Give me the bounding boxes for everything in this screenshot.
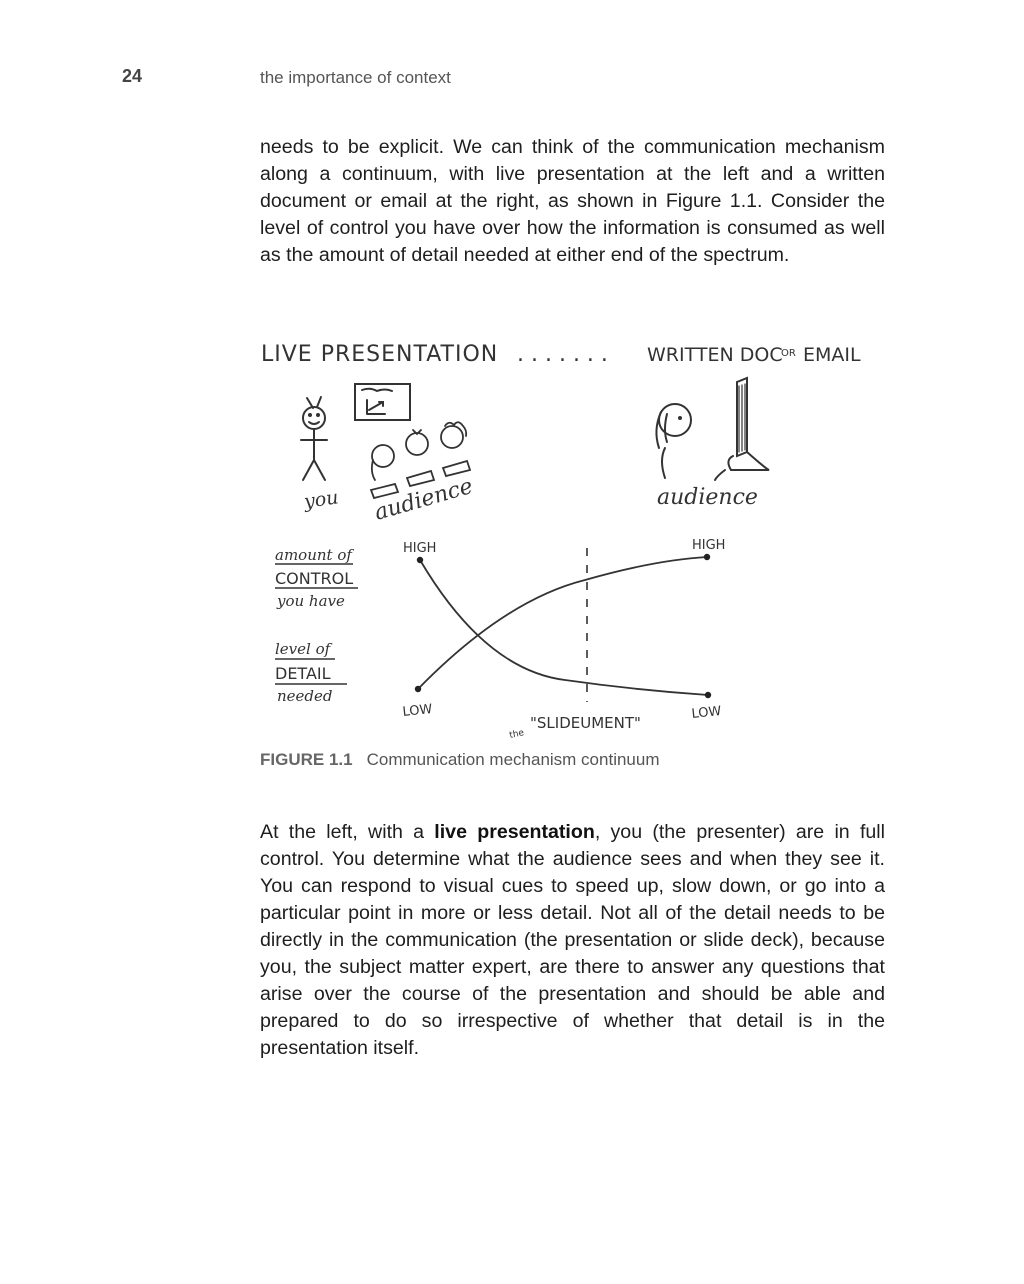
paragraph-2-body: , you (the presenter) are in full control. You determine what the audience sees and when they see it. You can respond to visual cues to speed up, slow down, or go into a particular point in more or less detail. Not all of the detail needs to be directly in the communication (the presentation or slide deck), because you, the subject matter expert, are there to answer any questions that arise over the course of the presentation and should be able and prepared to do so irrespective of whether that detail is in the presentation itself. — [260, 821, 885, 1059]
low-right-label: LOW — [690, 703, 723, 722]
written-doc-label: WRITTEN DOC — [647, 344, 783, 366]
legend-detail-line-1: level of — [275, 640, 331, 658]
running-head: the importance of context — [260, 68, 451, 87]
low-left-label: LOW — [401, 701, 434, 720]
page-number: 24 — [122, 66, 143, 86]
detail-low-point — [415, 686, 421, 692]
high-right-label: HIGH — [692, 538, 726, 553]
legend-control-line-1: amount of — [275, 546, 352, 564]
presenter-figure — [301, 397, 327, 480]
continuum-chart — [402, 538, 726, 741]
detail-curve — [418, 557, 707, 689]
paragraph-2-intro: At the left, with a — [260, 821, 435, 843]
figure-1-1 — [255, 330, 895, 750]
slideument-label: "SLIDEUMENT" — [530, 714, 641, 732]
control-low-point — [705, 692, 711, 698]
chart-legend — [275, 546, 358, 705]
slideument-prefix: the — [508, 728, 526, 741]
audience-left-label: audience — [371, 473, 476, 526]
continuum-dots: . . . . . . . — [517, 342, 608, 367]
presentation-screen — [355, 384, 410, 420]
legend-detail-line-3: needed — [277, 687, 333, 705]
paragraph-2 — [260, 819, 885, 1062]
you-label: you — [302, 486, 340, 513]
figure-caption-text: Communication mechanism continuum — [366, 750, 660, 769]
paragraph-2-bold-term: live presentation — [434, 821, 595, 843]
legend-detail-line-2: DETAIL — [275, 664, 331, 683]
detail-high-point — [704, 554, 710, 560]
control-high-point — [417, 557, 423, 563]
audience-right-label: audience — [657, 485, 758, 510]
figure-label: FIGURE 1.1 — [260, 750, 353, 769]
legend-control-line-3: you have — [277, 592, 345, 610]
paragraph-1: needs to be explicit. We can think of the communication mechanism along a continuum, with live presentation at the left and a written document or email at the right, as shown in Figure 1.1. Consider the level of control you have over how the information is consumed as well as the amount of detail needed at either end of the spectrum. — [260, 136, 885, 266]
live-presentation-label: LIVE PRESENTATION — [261, 342, 499, 367]
control-curve — [420, 560, 708, 695]
high-left-label: HIGH — [403, 541, 437, 556]
legend-control-line-2: CONTROL — [275, 569, 354, 588]
email-label: EMAIL — [803, 344, 861, 366]
figure-caption — [260, 750, 660, 770]
continuum-illustration — [255, 330, 895, 750]
or-label: OR — [781, 348, 796, 359]
reader-figure — [656, 378, 769, 480]
